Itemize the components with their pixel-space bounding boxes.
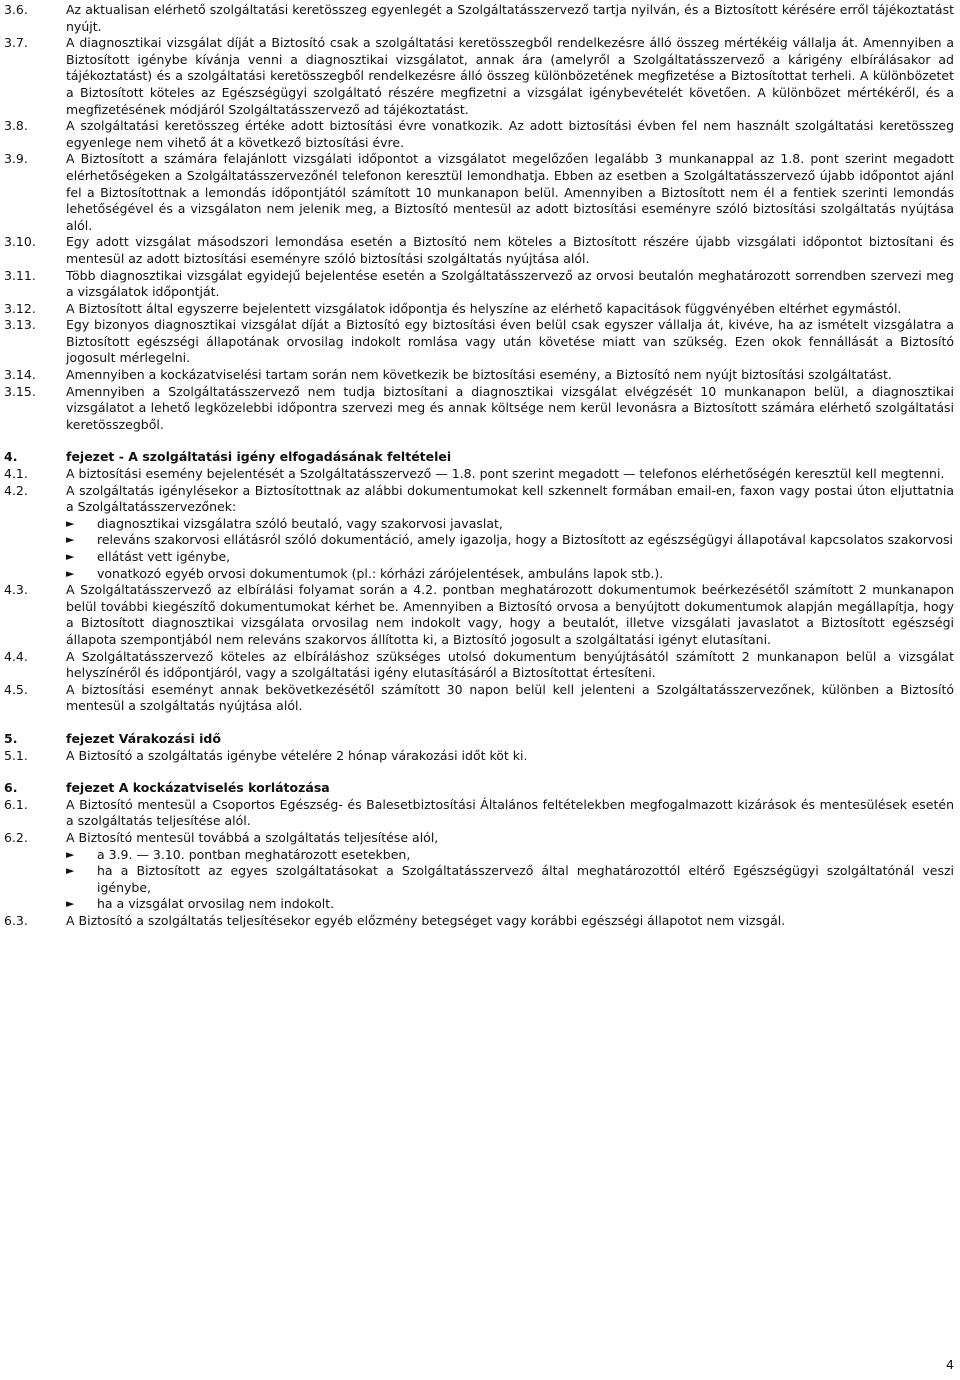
clause: [4, 118, 956, 151]
clause-text: Egy bizonyos diagnosztikai vizsgálat díját a Biztosító egy biztosítási éven belül csak egyszer vállalja át, kivéve, ha az ismételt vizsgálatra a Biztosított egészségi állapotának orvosilag indokolt romlása vagy után követése miatt van szükség. Ezen okok fennállását a Biztosító jogosult mérlegelni.: [66, 317, 954, 366]
clause: [4, 748, 956, 765]
chapter-title: fejezet A kockázatviselés korlátozása: [66, 780, 330, 796]
bullet-arrow-icon: ►: [66, 847, 75, 861]
clause-text: A Biztosító a szolgáltatás igénybe vételére 2 hónap várakozási időt köt ki.: [66, 747, 528, 763]
chapter-number: 5.: [4, 730, 18, 746]
clause: [4, 797, 956, 830]
bullet-item: [66, 863, 954, 896]
bullet-arrow-icon: ►: [66, 533, 75, 547]
clause: [4, 830, 956, 913]
chapter-heading: [4, 449, 956, 466]
clause-number: 4.2.: [4, 482, 28, 498]
clause-text: A Biztosító a szolgáltatás teljesítésekor egyéb előzmény betegséget vagy korábbi egészségi állapotot nem vizsgál.: [66, 912, 786, 928]
clause-text: A szolgáltatási keretösszeg értéke adott biztosítási évre vonatkozik. Az adott biztosítási évben fel nem használt szolgáltatási keretösszeg egyenlege nem vihető át a következő biztosítási évre.: [66, 118, 954, 150]
clause-text: Amennyiben a kockázatviselési tartam során nem következik be biztosítási esemény, a Biztosító nem nyújt biztosítási szolgáltatást.: [66, 367, 892, 383]
clause-number: 6.1.: [4, 796, 28, 812]
clause: [4, 317, 956, 367]
chapter-title: fejezet - A szolgáltatási igény elfogadásának feltételei: [66, 449, 452, 465]
clause-number: 6.2.: [4, 829, 28, 845]
bullet-text: releváns szakorvosi ellátásról szóló dokumentáció, amely igazolja, hogy a Biztosított az egészségügyi állapotával kapcsolatos szakorvosi: [97, 532, 953, 548]
clause-number: 3.6.: [4, 2, 28, 17]
page-number: 4: [946, 1357, 954, 1372]
bullet-text: ellátást vett igénybe,: [97, 549, 231, 564]
clause: [4, 384, 956, 434]
clause: [4, 35, 956, 118]
clause-text: A Szolgáltatásszervező köteles az elbíráláshoz szükséges utolsó dokumentum benyújtásától számított 2 munkanapon belül a vizsgálat helyszínéről és időpontjáról, vagy a szolgáltatási igény elutasításáról a Biztosítottat értesíteni.: [66, 648, 954, 681]
bullet-item: [66, 566, 954, 583]
clause-text: A Szolgáltatásszervező az elbírálási folyamat során a 4.2. pontban meghatározott dokumentumok beérkezésétől számított 2 munkanapon belül további kiegészítő dokumentumokat kérhet be. Amennyiben a Biztosító orvosa a benyújtott dokumentumok alapján megállapítja, hogy a Biztosított diagnosztikai vizsgálata orvosilag nem indokolt vagy, hogy a beutalót, illetve vizsgálati javaslatot a Biztosított egészségi állapota szempontjából nem releváns szakorvos állította ki, a Biztosító jogosult a szolgáltatási igényt elutasítani.: [66, 582, 954, 647]
clause: [4, 582, 956, 648]
clause: [4, 268, 956, 301]
section-spacer: [4, 433, 956, 449]
clause-number: 3.15.: [4, 383, 36, 399]
clause-text: Amennyiben a Szolgáltatásszervező nem tudja biztosítani a diagnosztikai vizsgálat elvégzését 10 munkanapon belül, a diagnosztikai vizsgálatot a lehető legközelebbi időpontra szervezi meg és annak költsége nem kerül levonásra a Biztosított számára elérhető szolgáltatási keretösszegből.: [66, 383, 954, 432]
clause-text: Az aktualisan elérhető szolgáltatási keretösszeg egyenlegét a Szolgáltatásszervező tartja nyilván, és a Biztosított kérésére erről tájékoztatást nyújt.: [66, 2, 954, 34]
clause-number: 3.13.: [4, 317, 36, 333]
clause-number: 4.3.: [4, 582, 28, 598]
chapter-number: 4.: [4, 449, 18, 465]
bullet-item: [66, 516, 954, 533]
bullet-text: diagnosztikai vizsgálatra szóló beutaló, vagy szakorvosi javaslat,: [97, 515, 503, 531]
bullet-list: [66, 516, 954, 582]
chapter-heading: [4, 780, 956, 797]
clause-text: A Biztosított által egyszerre bejelentett vizsgálatok időpontja és helyszíne az elérhető kapacitások függvényében eltérhet egymástól.: [66, 300, 902, 316]
bullet-item: [66, 532, 954, 549]
clause-number: 4.4.: [4, 648, 28, 664]
bullet-item: [66, 549, 954, 566]
bullet-arrow-icon: ►: [66, 864, 75, 878]
clause-text: A biztosítási eseményt annak bekövetkezésétől számított 30 napon belül kell jelenteni a Szolgáltatásszervezőnek, különben a Biztosító mentesül a szolgáltatás nyújtása alól.: [66, 681, 954, 714]
clause-number: 3.9.: [4, 151, 28, 167]
clause: [4, 301, 956, 318]
bullet-arrow-icon: ►: [66, 516, 75, 530]
clause-number: 3.10.: [4, 234, 36, 250]
section-spacer: [4, 764, 956, 780]
clause-text: A Biztosító mentesül a Csoportos Egészség- és Balesetbiztosítási Általános feltételekben megfogalmazott kizárások és mentesülések esetén a szolgáltatás teljesítése alól.: [66, 796, 954, 829]
clause-number: 3.7.: [4, 35, 28, 51]
bullet-text: ha a vizsgálat orvosilag nem indokolt.: [97, 896, 335, 912]
clause-number: 3.8.: [4, 118, 28, 134]
clause-number: 6.3.: [4, 912, 28, 928]
chapter-number: 6.: [4, 780, 18, 796]
clause: [4, 483, 956, 583]
clause-text: A biztosítási esemény bejelentését a Szolgáltatásszervező — 1.8. pont szerint megadott — telefonos elérhetőségén keresztül kell megtenni.: [66, 466, 945, 482]
bullet-text: vonatkozó egyéb orvosi dokumentumok (pl.: kórházi zárójelentések, ambuláns lapok stb.).: [97, 565, 664, 581]
clause-number: 4.5.: [4, 681, 28, 697]
chapter-title: fejezet Várakozási idő: [66, 730, 221, 746]
bullet-list: [66, 847, 954, 913]
clause: [4, 913, 956, 930]
clause: [4, 367, 956, 384]
clause: [4, 682, 956, 715]
clause: [4, 2, 956, 35]
clause-number: 4.1.: [4, 466, 28, 482]
clause: [4, 649, 956, 682]
clause-text: A szolgáltatás igénylésekor a Biztosítottnak az alábbi dokumentumokat kell szkennelt formában email-en, faxon vagy postai úton eljuttatnia a Szolgáltatásszervezőnek:: [66, 482, 954, 515]
clause-text: A diagnosztikai vizsgálat díját a Biztosító csak a szolgáltatási keretösszegből rendelkezésre álló összeg mértékéig vállalja át. Amennyiben a Biztosított igénybe kívánja venni a diagnosztikai vizsgálatot, annak ára (amelyről a Szolgáltatásszervező a kárigény elbírálásakor ad tájékoztatást) és a szolgáltatási keretösszegből rendelkezésre álló összeg különbözetének megfizetése a Biztosítottat terheli. A különbözetet a Biztosított köteles az Egészségügyi szolgáltató részére megfizetni a vizsgálat igénybevételét követően. A különbözet mértékéről, és a megfizetésének módjáról Szolgáltatásszervező ad tájékoztatást.: [66, 35, 954, 117]
clause-number: 3.14.: [4, 367, 36, 383]
clause: [4, 151, 956, 234]
bullet-text: ha a Biztosított az egyes szolgáltatásokat a Szolgáltatásszervező által meghatározottól eltérő Egészségügyi szolgáltatónál veszi igénybe,: [97, 863, 954, 895]
bullet-arrow-icon: ►: [66, 897, 75, 911]
bullet-arrow-icon: ►: [66, 566, 75, 580]
clause: [4, 466, 956, 483]
clause-text: A Biztosító mentesül továbbá a szolgáltatás teljesítése alól,: [66, 829, 439, 845]
clause-text: Egy adott vizsgálat másodszori lemondása esetén a Biztosító nem köteles a Biztosított részére újabb vizsgálati időpontot biztosítani és mentesül az adott biztosítási eseményre szóló biztosítási szolgáltatás nyújtása alól.: [66, 234, 954, 266]
clause-number: 5.1.: [4, 747, 28, 763]
bullet-item: [66, 847, 954, 864]
bullet-text: a 3.9. — 3.10. pontban meghatározott esetekben,: [97, 846, 411, 862]
bullet-item: [66, 896, 954, 913]
bullet-arrow-icon: ►: [66, 550, 75, 563]
clause-text: Több diagnosztikai vizsgálat egyidejű bejelentése esetén a Szolgáltatásszervező az orvosi beutalón meghatározott sorrendben szervezi meg a vizsgálatok időpontját.: [66, 267, 954, 300]
clause-text: A Biztosított a számára felajánlott vizsgálati időpontot a vizsgálatot megelőzően legalább 3 munkanappal az 1.8. pont szerint megadott elérhetőségeken a Szolgáltatásszervezőnél telefonon keresztül lemondhatja. Ebben az esetben a Szolgáltatásszervező újabb időpontot ajánl fel a Biztosítottnak a lemondás időpontjától számított 10 munkanapon belül. Amennyiben a Biztosított nem él a fentiek szerinti lemondás lehetőségével és a vizsgálaton nem jelenik meg, a Biztosító mentesül az adott biztosítási eseményre szóló biztosítási szolgáltatás nyújtása alól.: [66, 151, 954, 233]
clause-number: 3.12.: [4, 300, 36, 316]
section-spacer: [4, 715, 956, 731]
clause-number: 3.11.: [4, 267, 36, 283]
clause: [4, 234, 956, 267]
chapter-heading: [4, 731, 956, 748]
